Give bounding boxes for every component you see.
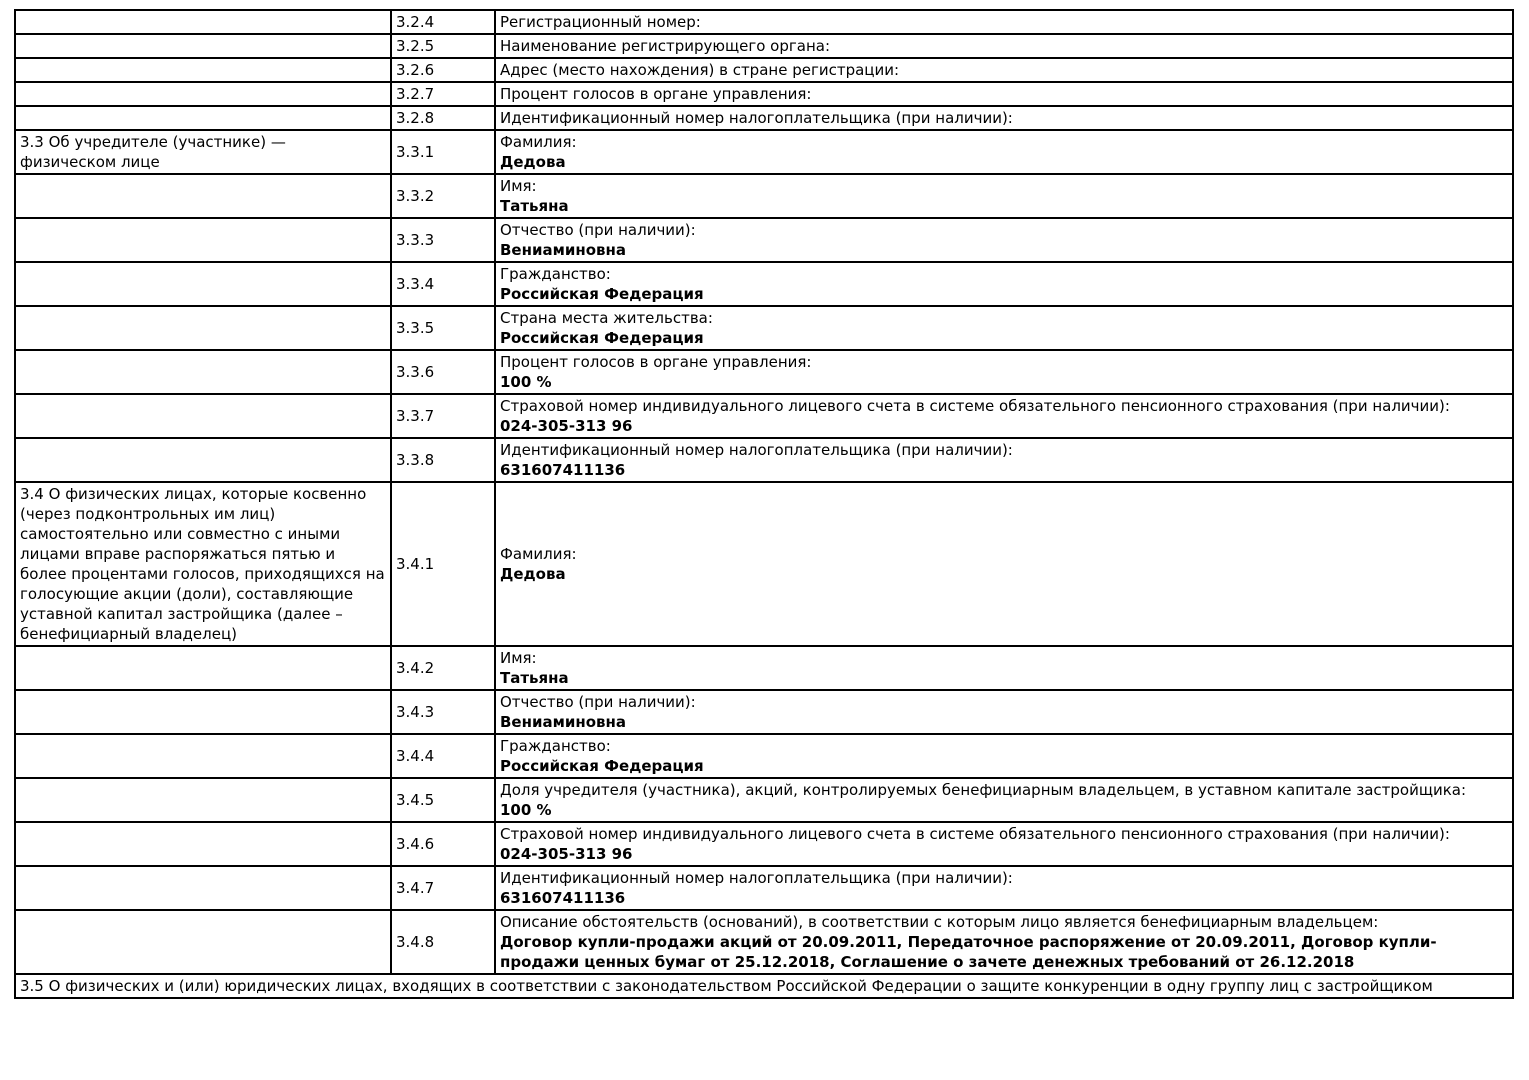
- item-number-cell: 3.3.3: [391, 218, 495, 262]
- section-cell: [15, 438, 391, 482]
- field-label: Страховой номер индивидуального лицевого счета в системе обязательного пенсионного страхования (при наличии):: [500, 397, 1450, 415]
- item-number-cell: 3.4.3: [391, 690, 495, 734]
- field-value: Российская Федерация: [500, 285, 704, 303]
- table-row: [15, 734, 1513, 778]
- item-number-cell: 3.2.5: [391, 34, 495, 58]
- declaration-table: [14, 9, 1514, 999]
- table-row: [15, 778, 1513, 822]
- section-cell: 3.4 О физических лицах, которые косвенно (через подконтрольных им лиц) самостоятельно или совместно с иными лицами вправе распоряжаться пятью и более процентами голосов, приходящихся на голосующие акции (доли), составляющие уставной капитал застройщика (далее – бенефициарный владелец): [15, 482, 391, 646]
- item-number-cell: 3.4.4: [391, 734, 495, 778]
- section-cell: [15, 262, 391, 306]
- content-cell: [495, 394, 1513, 438]
- content-cell: [495, 10, 1513, 34]
- item-number-cell: 3.2.4: [391, 10, 495, 34]
- document-page: [14, 9, 1514, 999]
- item-number-cell: 3.2.8: [391, 106, 495, 130]
- field-label: Имя:: [500, 177, 537, 195]
- section-cell: [15, 734, 391, 778]
- table-row: [15, 262, 1513, 306]
- declaration-table-body: [15, 10, 1513, 998]
- table-row: [15, 394, 1513, 438]
- item-number-cell: 3.4.1: [391, 482, 495, 646]
- field-label: Страна места жительства:: [500, 309, 713, 327]
- table-row: [15, 866, 1513, 910]
- section-cell: [15, 58, 391, 82]
- field-value: Вениаминовна: [500, 241, 627, 259]
- table-row: [15, 910, 1513, 974]
- content-cell: [495, 646, 1513, 690]
- item-number-cell: 3.4.6: [391, 822, 495, 866]
- content-cell: [495, 910, 1513, 974]
- field-label: Наименование регистрирующего органа:: [500, 37, 830, 55]
- table-row: [15, 130, 1513, 174]
- field-label: Отчество (при наличии):: [500, 693, 696, 711]
- table-row: [15, 690, 1513, 734]
- content-cell: [495, 58, 1513, 82]
- table-row: [15, 306, 1513, 350]
- field-label: Фамилия:: [500, 545, 577, 563]
- content-cell: [495, 218, 1513, 262]
- item-number-cell: 3.3.5: [391, 306, 495, 350]
- item-number-cell: 3.2.7: [391, 82, 495, 106]
- section-cell: 3.3 Об учредителе (участнике) — физическом лице: [15, 130, 391, 174]
- field-label: Идентификационный номер налогоплательщика (при наличии):: [500, 869, 1013, 887]
- content-cell: [495, 482, 1513, 646]
- content-cell: [495, 438, 1513, 482]
- section-cell: [15, 394, 391, 438]
- field-value: Татьяна: [500, 197, 569, 215]
- field-label: Отчество (при наличии):: [500, 221, 696, 239]
- field-value: 024-305-313 96: [500, 417, 633, 435]
- content-cell: [495, 734, 1513, 778]
- section-full-row: 3.5 О физических и (или) юридических лицах, входящих в соответствии с законодательством Российской Федерации о защите конкуренции в одну группу лиц с застройщиком: [15, 974, 1513, 998]
- field-value: 631607411136: [500, 889, 626, 907]
- table-row: [15, 218, 1513, 262]
- field-value: 100 %: [500, 373, 552, 391]
- field-label: Описание обстоятельств (оснований), в соответствии с которым лицо является бенефициарным владельцем:: [500, 913, 1379, 931]
- field-value: Дедова: [500, 153, 566, 171]
- table-row: [15, 822, 1513, 866]
- section-cell: [15, 822, 391, 866]
- section-cell: [15, 34, 391, 58]
- field-value: Российская Федерация: [500, 329, 704, 347]
- field-label: Процент голосов в органе управления:: [500, 353, 812, 371]
- table-row: [15, 350, 1513, 394]
- content-cell: [495, 106, 1513, 130]
- field-value: Российская Федерация: [500, 757, 704, 775]
- field-label: Идентификационный номер налогоплательщика (при наличии):: [500, 441, 1013, 459]
- section-cell: [15, 646, 391, 690]
- field-label: Адрес (место нахождения) в стране регистрации:: [500, 61, 900, 79]
- field-label: Гражданство:: [500, 737, 611, 755]
- field-label: Фамилия:: [500, 133, 577, 151]
- content-cell: [495, 866, 1513, 910]
- item-number-cell: 3.3.8: [391, 438, 495, 482]
- item-number-cell: 3.3.6: [391, 350, 495, 394]
- section-cell: [15, 778, 391, 822]
- field-label: Гражданство:: [500, 265, 611, 283]
- item-number-cell: 3.2.6: [391, 58, 495, 82]
- table-row: [15, 482, 1513, 646]
- content-cell: [495, 306, 1513, 350]
- section-cell: [15, 690, 391, 734]
- field-value: 631607411136: [500, 461, 626, 479]
- table-row: [15, 10, 1513, 34]
- table-row: [15, 646, 1513, 690]
- field-label: Процент голосов в органе управления:: [500, 85, 812, 103]
- field-value: Договор купли-продажи акций от 20.09.2011, Передаточное распоряжение от 20.09.2011, Договор купли-продажи ценных бумаг от 25.12.2018, Соглашение о зачете денежных требований от 26.12.2018: [500, 933, 1437, 971]
- section-cell: [15, 306, 391, 350]
- section-cell: [15, 350, 391, 394]
- content-cell: [495, 350, 1513, 394]
- item-number-cell: 3.4.7: [391, 866, 495, 910]
- item-number-cell: 3.4.2: [391, 646, 495, 690]
- field-value: Вениаминовна: [500, 713, 627, 731]
- field-value: Дедова: [500, 565, 566, 583]
- table-row: [15, 174, 1513, 218]
- section-cell: [15, 82, 391, 106]
- table-row: [15, 82, 1513, 106]
- item-number-cell: 3.3.2: [391, 174, 495, 218]
- field-label: Доля учредителя (участника), акций, контролируемых бенефициарным владельцем, в уставном капитале застройщика:: [500, 781, 1467, 799]
- content-cell: [495, 778, 1513, 822]
- content-cell: [495, 262, 1513, 306]
- item-number-cell: 3.4.8: [391, 910, 495, 974]
- section-cell: [15, 866, 391, 910]
- field-value: 024-305-313 96: [500, 845, 633, 863]
- table-row: [15, 106, 1513, 130]
- field-label: Страховой номер индивидуального лицевого счета в системе обязательного пенсионного страхования (при наличии):: [500, 825, 1450, 843]
- content-cell: [495, 174, 1513, 218]
- item-number-cell: 3.3.1: [391, 130, 495, 174]
- item-number-cell: 3.3.7: [391, 394, 495, 438]
- field-value: Татьяна: [500, 669, 569, 687]
- table-row: [15, 58, 1513, 82]
- content-cell: [495, 82, 1513, 106]
- section-cell: [15, 218, 391, 262]
- item-number-cell: 3.4.5: [391, 778, 495, 822]
- section-cell: [15, 910, 391, 974]
- table-row: [15, 974, 1513, 998]
- field-value: 100 %: [500, 801, 552, 819]
- field-label: Идентификационный номер налогоплательщика (при наличии):: [500, 109, 1013, 127]
- section-cell: [15, 106, 391, 130]
- item-number-cell: 3.3.4: [391, 262, 495, 306]
- content-cell: [495, 34, 1513, 58]
- section-cell: [15, 10, 391, 34]
- field-label: Регистрационный номер:: [500, 13, 701, 31]
- content-cell: [495, 822, 1513, 866]
- section-cell: [15, 174, 391, 218]
- field-label: Имя:: [500, 649, 537, 667]
- content-cell: [495, 130, 1513, 174]
- table-row: [15, 438, 1513, 482]
- table-row: [15, 34, 1513, 58]
- content-cell: [495, 690, 1513, 734]
